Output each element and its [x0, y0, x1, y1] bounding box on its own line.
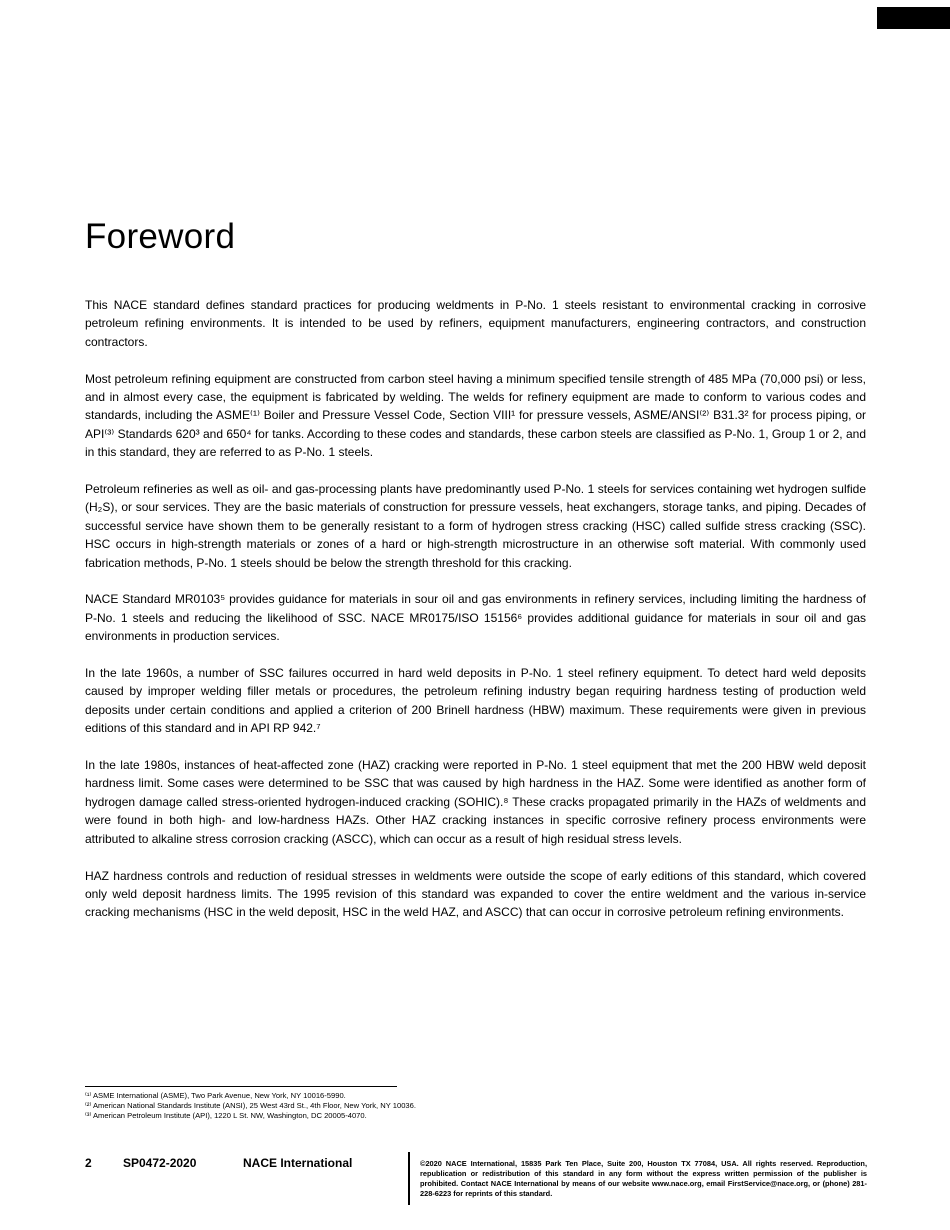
footnote: ⁽³⁾ American Petroleum Institute (API), 1220 L St. NW, Washington, DC 20005-4070. [85, 1111, 367, 1120]
paragraph: HAZ hardness controls and reduction of residual stresses in weldments were outside the scope of early editions of this standard, which covered only weld deposit hardness limits. The 1995 revision of this standard was expanded to cover the entire weldment and the various in-service cracking mechanisms (HSC in the weld deposit, HSC in the weld HAZ, and ASCC) that can occur in corrosive petroleum refining environments. [85, 868, 866, 920]
paragraph: In the late 1980s, instances of heat-affected zone (HAZ) cracking were reported in P-No. 1 steel equipment that met the 200 HBW weld deposit hardness limit. Some cases were determined to be SSC that was caused by high hardness in the HAZ. Some were identified as another form of hydrogen damage called stress-oriented hydrogen-induced cracking (SOHIC).⁸ These cracks propagated primarily in the HAZs of weldments and were found in both high- and low-hardness HAZs. Other HAZ cracking instances in specific corrosive refinery process environments were attributed to alkaline stress corrosion cracking (ASCC), which can occur as a result of high residual stress levels. [85, 758, 866, 846]
standard-number: SP0472-2020 [123, 1156, 197, 1170]
paragraph: This NACE standard defines standard practices for producing weldments in P-No. 1 steels resistant to environmental cracking in corrosive petroleum refining environments. It is intended to be used by refiners, equipment manufacturers, engineering contractors, and construction contractors. [85, 298, 866, 349]
copyright-notice: ©2020 NACE International, 15835 Park Ten Place, Suite 200, Houston TX 77084, USA. All rights reserved. Reproduction, republication or redistribution of this standard in any form without the express written permission of the publisher is prohibited. Contact NACE International by means of our website www.nace.org, email FirstService@nace.org, or (phone) 281-228-6223 for reprints of this standard. [420, 1159, 867, 1199]
paragraph: Petroleum refineries as well as oil- and gas-processing plants have predominantly used P-No. 1 steels for services containing wet hydrogen sulfide (H₂S), or sour services. They are the basic materials of construction for pressure vessels, heat exchangers, storage tanks, and piping. Decades of successful service have shown them to be generally resistant to a form of hydrogen stress cracking (HSC) called sulfide stress cracking (SSC). HSC occurs in high-strength materials or zones of a hard or high-strength microstructure in an otherwise soft material. With commonly used fabrication methods, P-No. 1 steels should be below the strength threshold for this cracking. [85, 482, 866, 570]
footnote: ⁽¹⁾ ASME International (ASME), Two Park Avenue, New York, NY 10016-5990. [85, 1091, 346, 1100]
footer-divider [408, 1152, 410, 1205]
organization-name: NACE International [243, 1156, 353, 1170]
page-title: Foreword [85, 217, 236, 257]
paragraph: Most petroleum refining equipment are constructed from carbon steel having a minimum specified tensile strength of 485 MPa (70,000 psi) or less, and in almost every case, the equipment is fabricated by welding. The welds for refinery equipment are made to conform to various codes and standards, including the ASME⁽¹⁾ Boiler and Pressure Vessel Code, Section VIII¹ for pressure vessels, ASME/ANSI⁽²⁾ B31.3² for process piping, or API⁽³⁾ Standards 620³ and 650⁴ for tanks. According to these codes and standards, these carbon steels are classified as P-No. 1, Group 1 or 2, and in this standard, they are referred to as P-No. 1 steels. [85, 371, 866, 460]
footnote: ⁽²⁾ American National Standards Institute (ANSI), 25 West 43rd St., 4th Floor, New York, NY 10036. [85, 1101, 416, 1110]
paragraph: NACE Standard MR0103⁵ provides guidance for materials in sour oil and gas environments in refinery services, including limiting the hardness of P-No. 1 steels and reducing the likelihood of SSC. NACE MR0175/ISO 15156⁶ provides additional guidance for materials in sour oil and gas environments in production services. [85, 592, 866, 644]
page-number: 2 [85, 1156, 92, 1170]
footnote-divider [85, 1086, 397, 1087]
foreword-body [85, 296, 866, 940]
paragraph: In the late 1960s, a number of SSC failures occurred in hard weld deposits in P-No. 1 steel refinery equipment. To detect hard weld deposits caused by improper welding filler metals or procedures, the petroleum refining industry began requiring hardness testing of production weld deposits under certain conditions and applied a criterion of 200 Brinell hardness (HBW) maximum. These requirements were given in previous editions of this standard and in API RP 942.⁷ [85, 666, 866, 736]
corner-black-bar [877, 7, 950, 29]
footnotes-section [85, 1086, 866, 1121]
